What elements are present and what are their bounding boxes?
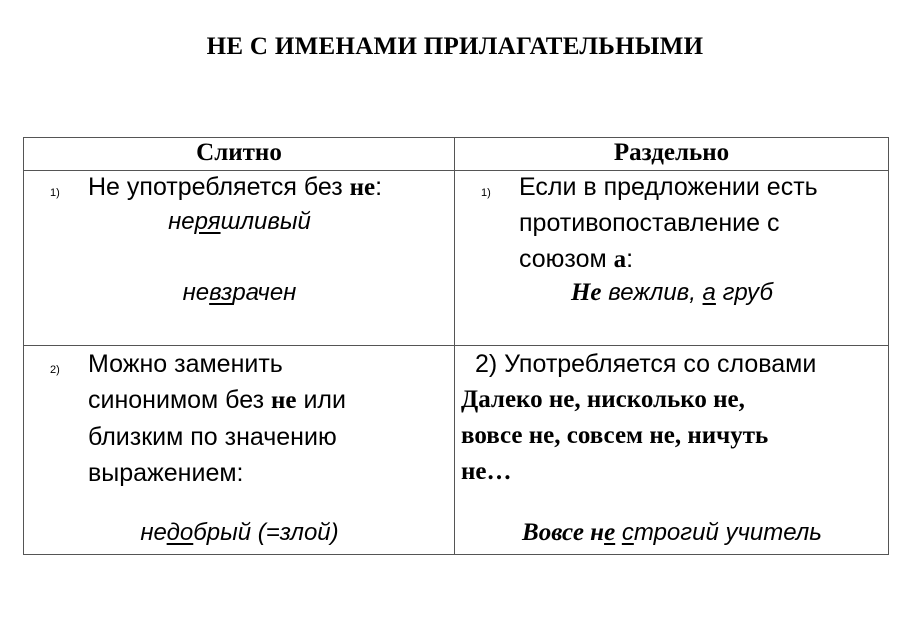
table-header-row: [24, 138, 889, 171]
example-phrase: Не вежлив, а груб: [570, 279, 773, 306]
rule-cell-together-1: [24, 171, 455, 346]
rule-text: Если в предложении есть противопоставление с союзом а:: [519, 173, 818, 273]
table-row: [24, 346, 889, 555]
example-word: невзрачен: [182, 279, 297, 306]
example-phrase: Вовсе не строгий учитель: [522, 519, 822, 546]
rule-text: Можно заменить синонимом без не или близким по значению выражением:: [88, 350, 346, 487]
rule-cell-together-2: [24, 346, 455, 555]
rule-text: 2) Употребляется со словами Далеко не, нисколько не, вовсе не, совсем не, ничуть не…: [461, 350, 817, 485]
table-row: [24, 171, 889, 346]
item-number: 1): [50, 187, 60, 199]
page-title: НЕ С ИМЕНАМИ ПРИЛАГАТЕЛЬНЫМИ: [206, 33, 704, 60]
column-header-separate: Раздельно: [455, 138, 889, 171]
example-word: недобрый (=злой): [140, 519, 339, 546]
rule-cell-separate-2: [455, 346, 889, 555]
rule-text: Не употребляется без не:: [88, 173, 383, 201]
column-header-together: Слитно: [24, 138, 455, 171]
rule-cell-separate-1: [455, 171, 889, 346]
item-number: 2): [50, 364, 60, 376]
item-number: 1): [481, 187, 491, 199]
rules-table: [23, 137, 889, 555]
example-word: неряшливый: [168, 208, 311, 235]
